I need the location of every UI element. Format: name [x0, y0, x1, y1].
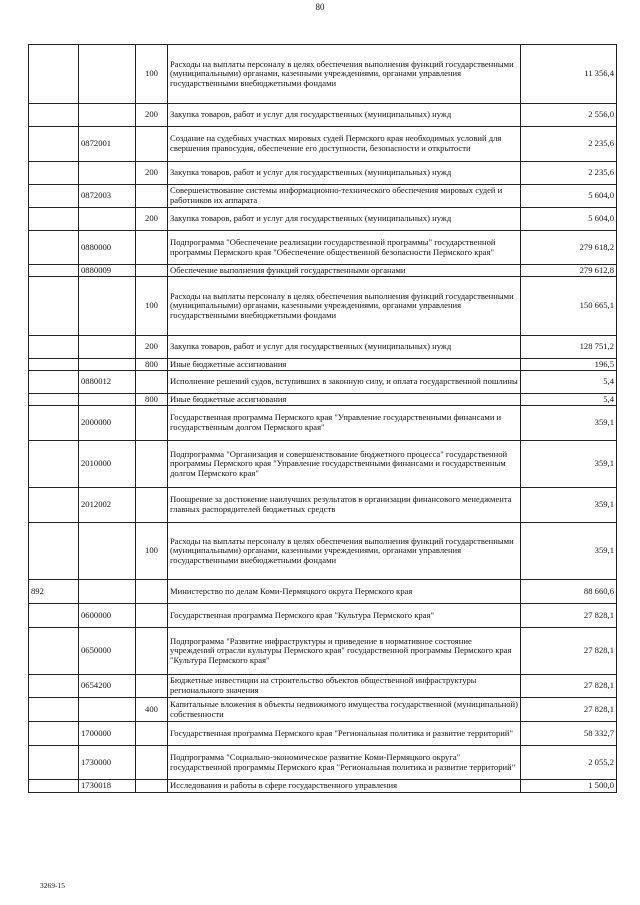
expense-type-cell: 400	[136, 698, 168, 722]
amount-cell: 2 235,6	[521, 127, 617, 162]
org-code-cell	[29, 628, 79, 675]
target-code-cell	[79, 208, 136, 231]
item-name-cell: Создание на судебных участках мировых судей Пермского края необходимых условий для свершения правосудия, обеспечение его доступности, безопасности и открытости	[168, 127, 521, 162]
org-code-cell	[29, 359, 79, 371]
org-code-cell	[29, 185, 79, 208]
item-name-cell: Бюджетные инвестиции на строительство объектов общественной инфраструктуры регионального значения	[168, 675, 521, 698]
amount-cell: 27 828,1	[521, 698, 617, 722]
org-code-cell	[29, 162, 79, 185]
amount-cell: 2 556,0	[521, 104, 617, 127]
document-code: 3269-15	[40, 881, 65, 890]
org-code-cell	[29, 523, 79, 580]
org-code-cell	[29, 675, 79, 698]
item-name-cell: Обеспечение выполнения функций государственными органами	[168, 265, 521, 277]
target-code-cell	[79, 394, 136, 406]
expense-type-cell	[136, 780, 168, 793]
org-code-cell	[29, 394, 79, 406]
amount-cell: 1 500,0	[521, 780, 617, 793]
item-name-cell: Подпрограмма "Социально-экономическое развитие Коми-Пермяцкого округа" государственной программы Пермского края "Региональная политика и развитие территорий"	[168, 746, 521, 780]
expense-type-cell	[136, 675, 168, 698]
item-name-cell: Исполнение решений судов, вступивших в законную силу, и оплата государственной пошлины	[168, 371, 521, 394]
amount-cell: 5 604,0	[521, 208, 617, 231]
target-code-cell	[79, 277, 136, 336]
target-code-cell	[79, 45, 136, 104]
target-code-cell	[79, 104, 136, 127]
item-name-cell: Расходы на выплаты персоналу в целях обеспечения выполнения функций государственными (муниципальными) органами, казенными учреждениями, органами управления государственными внебюджетными фондами	[168, 45, 521, 104]
expense-type-cell	[136, 265, 168, 277]
expense-type-cell	[136, 746, 168, 780]
table-row	[29, 208, 617, 231]
expense-type-cell: 200	[136, 208, 168, 231]
table-row	[29, 371, 617, 394]
item-name-cell: Иные бюджетные ассигнования	[168, 359, 521, 371]
expense-type-cell	[136, 406, 168, 441]
amount-cell: 27 828,1	[521, 604, 617, 628]
expense-type-cell: 200	[136, 336, 168, 359]
amount-cell: 359,1	[521, 441, 617, 488]
table-row	[29, 746, 617, 780]
org-code-cell	[29, 722, 79, 746]
amount-cell: 11 356,4	[521, 45, 617, 104]
org-code-cell	[29, 336, 79, 359]
expense-type-cell	[136, 580, 168, 604]
item-name-cell: Подпрограмма "Организация и совершенствование бюджетного процесса" государственной программы Пермского края "Управление государственными финансами и государственным долгом Пермского края"	[168, 441, 521, 488]
org-code-cell	[29, 208, 79, 231]
item-name-cell: Расходы на выплаты персоналу в целях обеспечения выполнения функций государственными (муниципальными) органами, казенными учреждениями, органами управления государственными внебюджетными фондами	[168, 277, 521, 336]
target-code-cell	[79, 523, 136, 580]
table-row	[29, 675, 617, 698]
item-name-cell: Иные бюджетные ассигнования	[168, 394, 521, 406]
table-row	[29, 394, 617, 406]
item-name-cell: Расходы на выплаты персоналу в целях обеспечения выполнения функций государственными (муниципальными) органами, казенными учреждениями, органами управления государственными внебюджетными фондами	[168, 523, 521, 580]
page-number: 80	[315, 2, 325, 12]
target-code-cell: 1700000	[79, 722, 136, 746]
amount-cell: 150 665,1	[521, 277, 617, 336]
target-code-cell	[79, 162, 136, 185]
item-name-cell: Поощрение за достижение наилучших результатов в организации финансового менеджмента главных распорядителей бюджетных средств	[168, 488, 521, 523]
item-name-cell: Закупка товаров, работ и услуг для государственных (муниципальных) нужд	[168, 162, 521, 185]
table-row	[29, 698, 617, 722]
target-code-cell: 2012002	[79, 488, 136, 523]
expense-type-cell	[136, 231, 168, 265]
target-code-cell	[79, 336, 136, 359]
item-name-cell: Закупка товаров, работ и услуг для государственных (муниципальных) нужд	[168, 336, 521, 359]
item-name-cell: Закупка товаров, работ и услуг для государственных (муниципальных) нужд	[168, 104, 521, 127]
org-code-cell	[29, 780, 79, 793]
target-code-cell: 0880000	[79, 231, 136, 265]
table-row	[29, 406, 617, 441]
table-row	[29, 231, 617, 265]
item-name-cell: Подпрограмма "Обеспечение реализации государственной программы" государственной программы Пермского края "Обеспечение общественной безопасности Пермского края"	[168, 231, 521, 265]
target-code-cell: 1730018	[79, 780, 136, 793]
org-code-cell	[29, 604, 79, 628]
table-row	[29, 336, 617, 359]
amount-cell: 279 612,8	[521, 265, 617, 277]
expense-type-cell: 200	[136, 104, 168, 127]
table-row	[29, 488, 617, 523]
target-code-cell	[79, 698, 136, 722]
target-code-cell: 0872003	[79, 185, 136, 208]
table-row	[29, 441, 617, 488]
item-name-cell: Государственная программа Пермского края "Региональная политика и развитие территорий"	[168, 722, 521, 746]
item-name-cell: Закупка товаров, работ и услуг для государственных (муниципальных) нужд	[168, 208, 521, 231]
target-code-cell: 0880012	[79, 371, 136, 394]
target-code-cell: 0880009	[79, 265, 136, 277]
amount-cell: 27 828,1	[521, 628, 617, 675]
amount-cell: 359,1	[521, 488, 617, 523]
amount-cell: 128 751,2	[521, 336, 617, 359]
target-code-cell	[79, 359, 136, 371]
target-code-cell: 0650000	[79, 628, 136, 675]
table-row	[29, 580, 617, 604]
item-name-cell: Министерство по делам Коми-Пермяцкого округа Пермского края	[168, 580, 521, 604]
table-row	[29, 780, 617, 793]
amount-cell: 196,5	[521, 359, 617, 371]
org-code-cell	[29, 45, 79, 104]
expense-type-cell	[136, 127, 168, 162]
item-name-cell: Государственная программа Пермского края "Управление государственными финансами и государственным долгом Пермского края"	[168, 406, 521, 441]
item-name-cell: Совершенствование системы информационно-технического обеспечения мировых судей и работников их аппарата	[168, 185, 521, 208]
expense-type-cell: 800	[136, 394, 168, 406]
target-code-cell: 0872001	[79, 127, 136, 162]
table-row	[29, 523, 617, 580]
org-code-cell	[29, 746, 79, 780]
table-row	[29, 604, 617, 628]
org-code-cell	[29, 104, 79, 127]
amount-cell: 5,4	[521, 394, 617, 406]
amount-cell: 58 332,7	[521, 722, 617, 746]
table-row	[29, 185, 617, 208]
expense-type-cell	[136, 371, 168, 394]
target-code-cell	[79, 580, 136, 604]
table-row	[29, 162, 617, 185]
amount-cell: 359,1	[521, 523, 617, 580]
amount-cell: 359,1	[521, 406, 617, 441]
target-code-cell: 0600000	[79, 604, 136, 628]
expense-type-cell	[136, 722, 168, 746]
expense-type-cell	[136, 488, 168, 523]
org-code-cell	[29, 698, 79, 722]
expense-type-cell	[136, 628, 168, 675]
expense-type-cell: 800	[136, 359, 168, 371]
amount-cell: 2 235,6	[521, 162, 617, 185]
table-row	[29, 265, 617, 277]
expense-type-cell	[136, 604, 168, 628]
table-row	[29, 104, 617, 127]
expense-type-cell: 100	[136, 45, 168, 104]
org-code-cell	[29, 441, 79, 488]
table-row	[29, 628, 617, 675]
amount-cell: 2 055,2	[521, 746, 617, 780]
org-code-cell	[29, 127, 79, 162]
amount-cell: 5,4	[521, 371, 617, 394]
amount-cell: 88 660,6	[521, 580, 617, 604]
item-name-cell: Капитальные вложения в объекты недвижимого имущества государственной (муниципальной) собственности	[168, 698, 521, 722]
amount-cell: 27 828,1	[521, 675, 617, 698]
org-code-cell	[29, 231, 79, 265]
budget-table	[28, 44, 617, 793]
org-code-cell: 892	[29, 580, 79, 604]
org-code-cell	[29, 277, 79, 336]
amount-cell: 279 618,2	[521, 231, 617, 265]
table-row	[29, 722, 617, 746]
expense-type-cell: 100	[136, 523, 168, 580]
item-name-cell: Подпрограмма "Развитие инфраструктуры и приведение в нормативное состояние учреждений отрасли культуры Пермского края" государственной программы Пермского края "Культура Пермского края"	[168, 628, 521, 675]
table-row	[29, 127, 617, 162]
expense-type-cell	[136, 185, 168, 208]
org-code-cell	[29, 265, 79, 277]
target-code-cell: 0654200	[79, 675, 136, 698]
target-code-cell: 2000000	[79, 406, 136, 441]
expense-type-cell	[136, 441, 168, 488]
target-code-cell: 1730000	[79, 746, 136, 780]
expense-type-cell: 100	[136, 277, 168, 336]
target-code-cell: 2010000	[79, 441, 136, 488]
org-code-cell	[29, 406, 79, 441]
item-name-cell: Исследования и работы в сфере государственного управления	[168, 780, 521, 793]
amount-cell: 5 604,0	[521, 185, 617, 208]
table-row	[29, 45, 617, 104]
org-code-cell	[29, 371, 79, 394]
table-row	[29, 359, 617, 371]
table-row	[29, 277, 617, 336]
item-name-cell: Государственная программа Пермского края "Культура Пермского края"	[168, 604, 521, 628]
org-code-cell	[29, 488, 79, 523]
expense-type-cell: 200	[136, 162, 168, 185]
